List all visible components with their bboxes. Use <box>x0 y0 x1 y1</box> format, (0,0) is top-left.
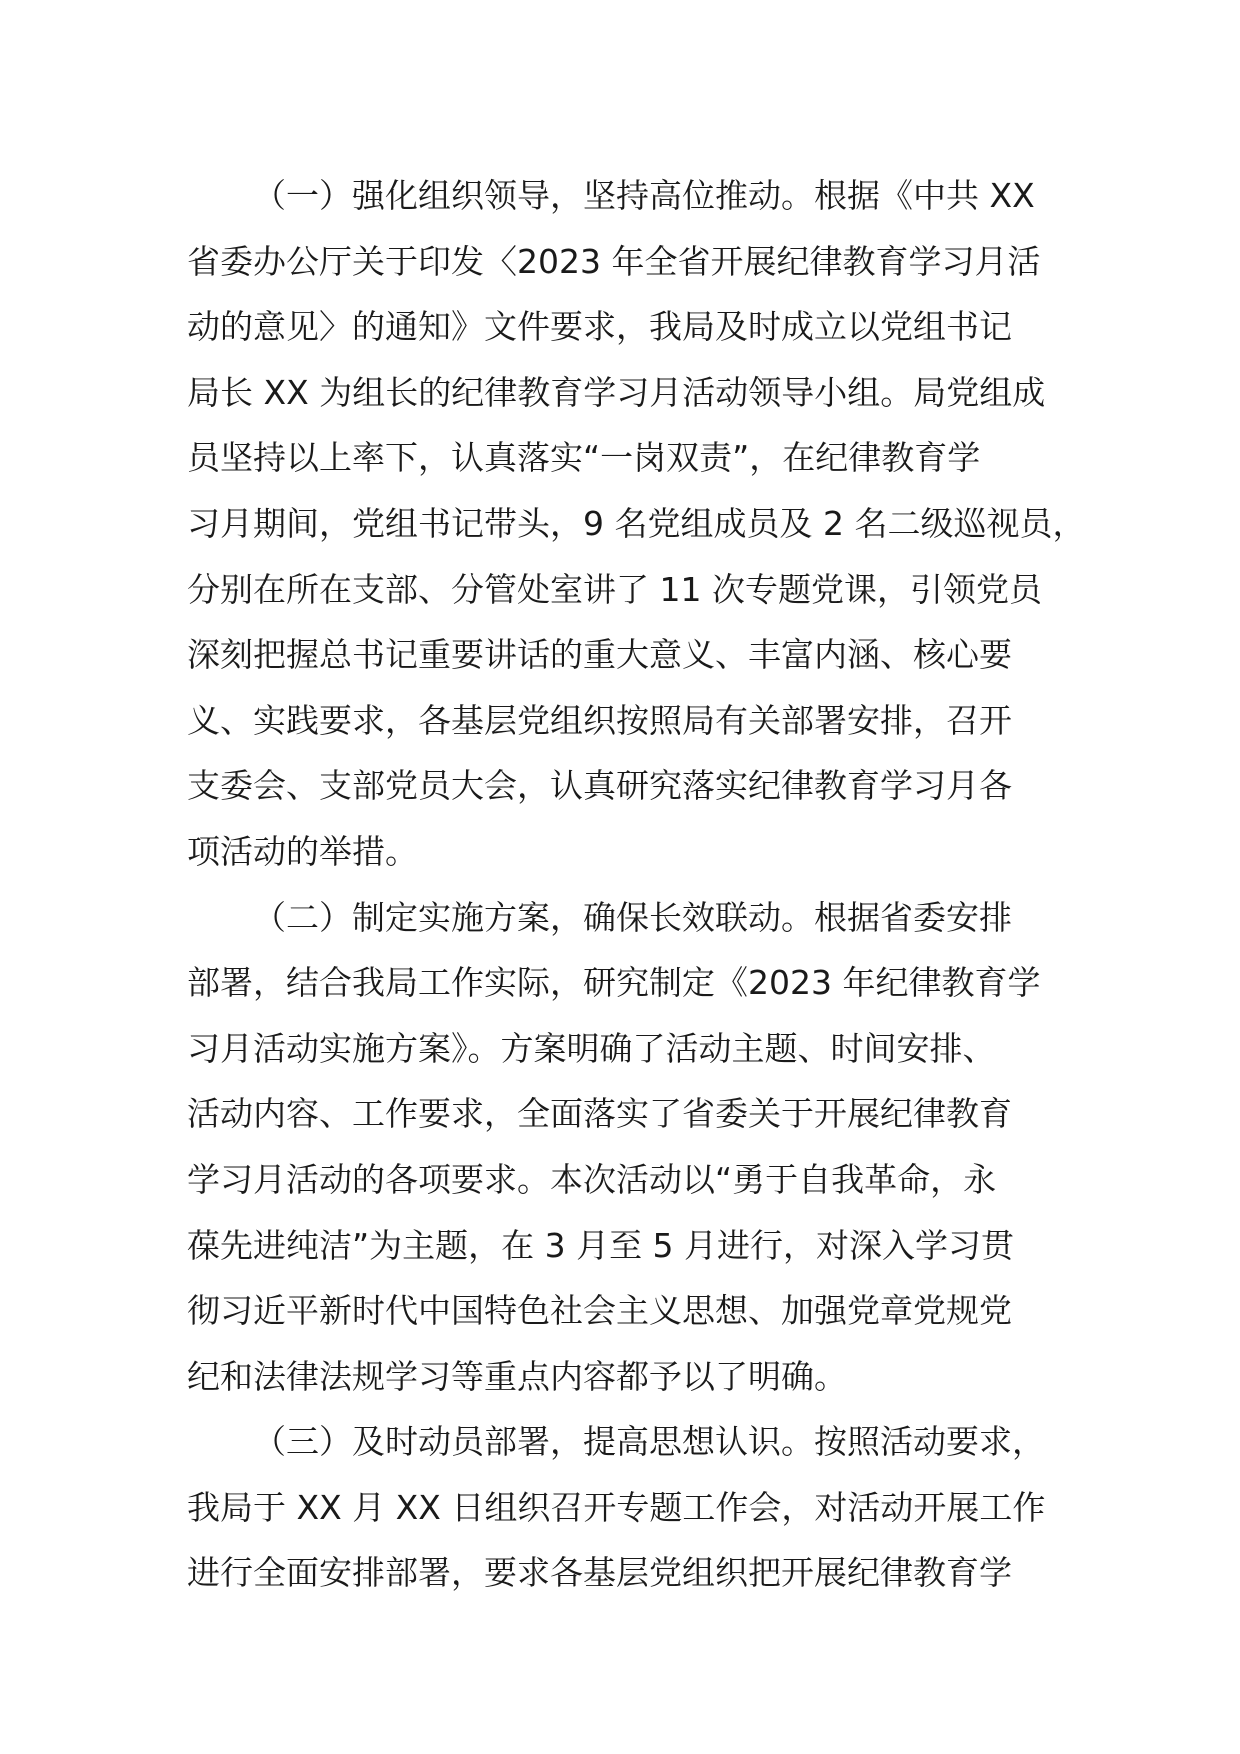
text-line: 习月期间，党组书记带头，9 名党组成员及 2 名二级巡视员， <box>187 503 1086 543</box>
text-line: 局长 XX 为组长的纪律教育学习月活动领导小组。局党组成 <box>187 372 1046 412</box>
text-line: （二）制定实施方案，确保长效联动。根据省委安排 <box>253 897 1012 937</box>
document-body <box>187 163 1087 1606</box>
text-line: 动的意见〉的通知》文件要求，我局及时成立以党组书记 <box>187 307 1012 347</box>
paragraph <box>187 1409 1087 1606</box>
text-line: （三）及时动员部署，提高思想认识。按照活动要求， <box>253 1422 1045 1462</box>
text-line: 项活动的举措。 <box>187 831 418 871</box>
paragraph <box>187 885 1087 1410</box>
text-line: 学习月活动的各项要求。本次活动以“勇于自我革命，永 <box>187 1159 997 1199</box>
text-line: 员坚持以上率下，认真落实“一岗双责”，在纪律教育学 <box>187 438 981 478</box>
text-line: 进行全面安排部署，要求各基层党组织把开展纪律教育学 <box>187 1553 1012 1593</box>
text-line: 义、实践要求，各基层党组织按照局有关部署安排，召开 <box>187 700 1012 740</box>
text-line: 活动内容、工作要求，全面落实了省委关于开展纪律教育 <box>187 1094 1012 1134</box>
paragraph <box>187 163 1087 885</box>
text-line: （一）强化组织领导，坚持高位推动。根据《中共 XX <box>253 176 1035 215</box>
text-line: 我局于 XX 月 XX 日组织召开专题工作会，对活动开展工作 <box>187 1487 1046 1527</box>
text-line: 深刻把握总书记重要讲话的重大意义、丰富内涵、核心要 <box>187 635 1012 675</box>
text-line: 分别在所在支部、分管处室讲了 11 次专题党课，引领党员 <box>187 569 1042 609</box>
text-line: 彻习近平新时代中国特色社会主义思想、加强党章党规党 <box>187 1291 1012 1331</box>
text-line: 支委会、支部党员大会，认真研究落实纪律教育学习月各 <box>187 766 1012 806</box>
text-line: 纪和法律法规学习等重点内容都予以了明确。 <box>187 1356 847 1396</box>
text-line: 省委办公厅关于印发〈2023 年全省开展纪律教育学习月活 <box>187 241 1041 281</box>
text-line: 习月活动实施方案》。方案明确了活动主题、时间安排、 <box>187 1028 996 1068</box>
text-line: 部署，结合我局工作实际，研究制定《2023 年纪律教育学 <box>187 963 1041 1003</box>
text-line: 葆先进纯洁”为主题，在 3 月至 5 月进行，对深入学习贯 <box>187 1225 1015 1265</box>
